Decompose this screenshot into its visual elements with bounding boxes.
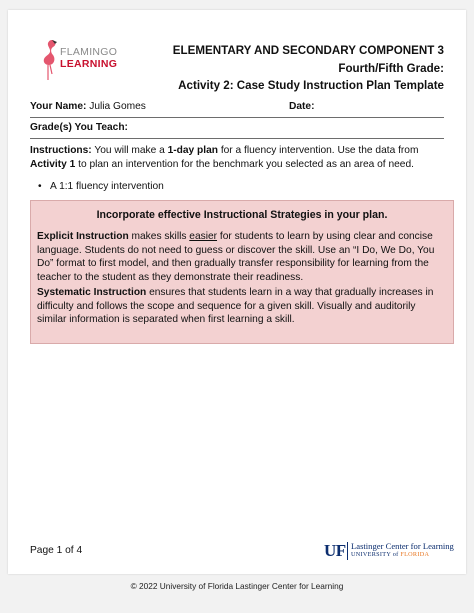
date-label: Date: [289, 101, 315, 112]
strategies-callout-box [30, 200, 454, 344]
instructions-text-1: You will make a [91, 145, 168, 156]
grade-field [30, 122, 128, 133]
uf-center-name: Lastinger Center for Learning [351, 541, 454, 551]
explicit-instruction-paragraph [37, 230, 441, 284]
logo-line-1: FLAMINGO [60, 46, 118, 58]
instructions-paragraph [30, 144, 448, 172]
uf-sub-2: FLORIDA [400, 551, 430, 558]
systematic-instruction-paragraph [37, 286, 441, 327]
instructions-bold-1: 1-day plan [167, 145, 218, 156]
instructions-text-3: to plan an intervention for the benchmark you selected as an area of need. [75, 158, 414, 170]
explicit-underlined: easier [189, 231, 218, 242]
divider-2 [30, 138, 444, 139]
copyright-footer: © 2022 University of Florida Lastinger Center for Learning [130, 581, 344, 591]
flamingo-learning-logo [38, 36, 138, 81]
page-number: Page 1 of 4 [30, 545, 83, 556]
date-field [289, 101, 314, 112]
name-value: Julia Gomes [89, 101, 146, 112]
bullet-marker: • [38, 181, 42, 192]
instructions-text-2: for a fluency intervention. Use the data from [217, 145, 419, 156]
header-line-2: Fourth/Fifth Grade: [338, 61, 444, 75]
systematic-text: ensures that students learn in a way that gradually increases in difficulty and follows the scope and sequence for a given skill. Visually and auditorily similar information is separated when first learning a skill. [37, 287, 434, 325]
instructions-label: Instructions: [30, 145, 92, 156]
instructions-bold-2: Activity 1 [30, 158, 76, 170]
explicit-text-2: for students to learn by using clear and concise language. Students do not need to guess or discover the skill. Use an “I Do, We Do, You Do” format to first model, and then gradually transfer responsibility for learning from the teacher to the student as they demonstrate their readiness. [37, 231, 435, 283]
name-field [30, 101, 146, 112]
name-label: Your Name: [30, 101, 87, 112]
callout-title: Incorporate effective Instructional Strategies in your plan. [96, 209, 388, 221]
flamingo-icon [38, 36, 60, 80]
document-header [173, 42, 444, 95]
logo-line-2: LEARNING [60, 58, 118, 70]
header-line-3: Activity 2: Case Study Instruction Plan Template [178, 79, 444, 93]
uf-mark: UF [324, 541, 346, 560]
divider-1 [30, 117, 444, 118]
header-line-1: ELEMENTARY AND SECONDARY COMPONENT 3 [172, 44, 444, 57]
uf-logo-divider [347, 542, 348, 560]
explicit-term: Explicit Instruction [37, 231, 129, 242]
document-page [8, 10, 466, 574]
bullet-item [38, 181, 164, 192]
systematic-term: Systematic Instruction [37, 287, 147, 298]
explicit-text-1: makes skills [128, 231, 190, 242]
bullet-text: A 1:1 fluency intervention [50, 181, 164, 192]
uf-sub-1: UNIVERSITY of [351, 551, 401, 558]
grade-label: Grade(s) You Teach: [30, 122, 128, 133]
